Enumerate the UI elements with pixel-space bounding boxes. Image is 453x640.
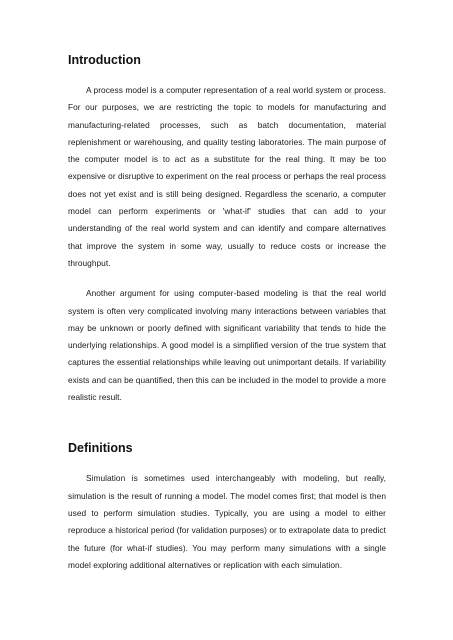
section-heading-definitions: Definitions [68, 441, 133, 456]
introduction-paragraph-1: A process model is a computer representation of a real world system or process. For our purposes, we are restricting the topic to models for manufacturing and manufacturing-related processes, such as batch documentation, material replenishment or warehousing, and quality testing laboratories. The main purpose of the computer model is to act as a substitute for the real thing. It may be too expensive or disruptive to experiment on the real process or perhaps the real process does not yet exist and is still being designed. Regardless the scenario, a computer model can perform experiments or 'what-if' studies that can add to your understanding of the real world system and can identify and compare alternatives that improve the system in some way, usually to reduce costs or increase the throughput. [68, 85, 386, 268]
definitions-paragraph-1: Simulation is sometimes used interchangeably with modeling, but really, simulation is the result of running a model. The model comes first; that model is then used to perform simulation studies. Typically, you are using a model to either reproduce a historical period (for validation purposes) or to extrapolate data to predict the future (for what-if studies). You may perform many simulations with a single model exploring additional alternatives or replication with each simulation. [68, 473, 386, 570]
document-body [68, 52, 386, 587]
section-heading-introduction: Introduction [68, 53, 141, 67]
introduction-paragraph-2: Another argument for using computer-based modeling is that the real world system is often very complicated involving many interactions between variables that may be unknown or poorly defined with significant variability that tends to hide the underlying relationships. A good model is a simplified version of the true system that captures the essential relationships while leaving out unimportant details. If variability exists and can be quantified, then this can be included in the model to provide a more realistic result. [68, 288, 386, 403]
